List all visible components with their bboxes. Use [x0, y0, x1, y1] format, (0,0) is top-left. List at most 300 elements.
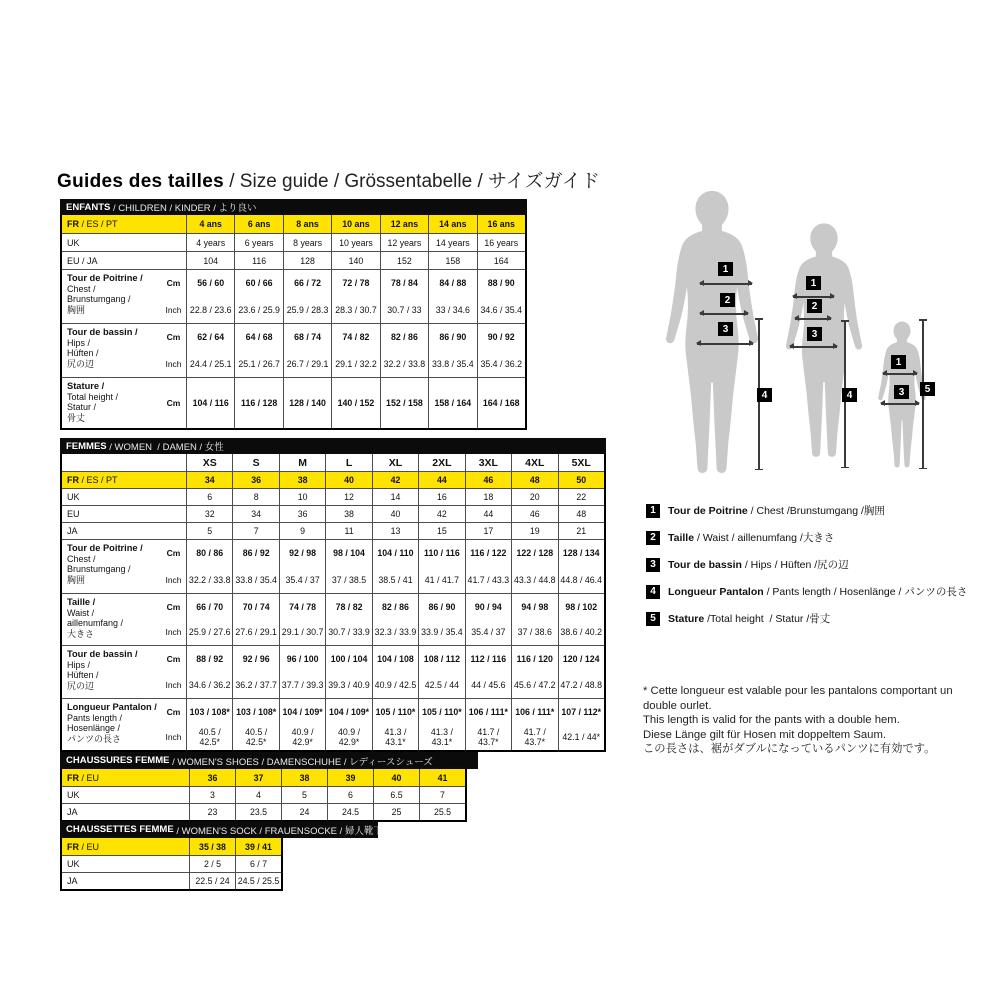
table-cell: 38.5 / 41 — [372, 567, 418, 594]
table-cell: 10 — [279, 489, 325, 505]
block-inch-row — [161, 620, 604, 646]
table-cells — [186, 234, 525, 251]
table-cell: 9 — [279, 523, 325, 539]
table-cell: 6.5 — [373, 787, 419, 803]
table-cell: 41.7 / 43.7* — [465, 725, 511, 751]
table-cell: 13 — [372, 523, 418, 539]
table-cell: 37 / 38.6 — [511, 620, 557, 646]
table-cell: 82 / 86 — [372, 594, 418, 620]
legend-text — [668, 503, 885, 518]
table-cell: 20 — [511, 489, 557, 505]
block-label-line: Tour de Poitrine / — [67, 543, 143, 553]
table-cell: 18 — [465, 489, 511, 505]
table-cell: 40 — [373, 769, 419, 786]
block-label-line: Stature / — [67, 381, 105, 391]
table-cell: 104 / 109* — [279, 699, 325, 725]
table-cell: 45.6 / 47.2 — [511, 672, 557, 698]
shoes-table-header — [60, 752, 478, 769]
pants-length-footnote — [643, 684, 978, 757]
table-cells — [186, 215, 525, 233]
table-cell: 4XL — [511, 454, 557, 471]
woman-silhouette — [776, 207, 872, 475]
children-table-header-strong: ENFANTS — [66, 201, 111, 213]
table-cell: 30.7 / 33.9 — [325, 620, 371, 646]
table-cell: 7 — [419, 787, 465, 803]
socks-table-header — [60, 821, 383, 838]
table-cell: 128 / 134 — [558, 540, 604, 567]
table-cells — [186, 351, 525, 378]
table-cell: 33 / 34.6 — [428, 297, 476, 324]
table-cell: 110 / 116 — [418, 540, 464, 567]
table-cell: 116 / 122 — [465, 540, 511, 567]
table-cell: 41.3 / 43.1* — [418, 725, 464, 751]
row-label: JA — [67, 876, 78, 886]
block-label-line: 尻の辺 — [67, 680, 95, 691]
legend-number-badge: 3 — [646, 558, 660, 572]
woman-hips-measure-line — [790, 346, 837, 348]
table-cell: 12 ans — [380, 215, 428, 233]
child-chest-marker: 1 — [891, 355, 906, 369]
table-cell: 32.2 / 33.8 — [380, 351, 428, 378]
legend-text-strong: Tour de bassin — [668, 559, 742, 571]
table-cell: 158 / 164 — [428, 378, 476, 428]
children-table-header — [60, 199, 527, 215]
table-cell: M — [279, 454, 325, 471]
table-cell: 30.7 / 33 — [380, 297, 428, 324]
row-label: JA — [67, 807, 78, 817]
woman-hips-marker: 3 — [807, 327, 822, 341]
block-label-line: Brunstumgang / — [67, 294, 131, 305]
table-cell: 28.3 / 30.7 — [331, 297, 379, 324]
unit-label-inch: Inch — [165, 732, 182, 743]
unit-label-inch: Inch — [165, 358, 182, 369]
table-cell: 34.6 / 36.2 — [186, 672, 232, 698]
block-cm-row — [161, 378, 525, 428]
table-cell: 27.6 / 29.1 — [232, 620, 278, 646]
table-cell: 19 — [511, 523, 557, 539]
table-cell: 60 / 66 — [234, 270, 282, 297]
legend-item-chest — [646, 503, 967, 518]
table-cell: 21 — [558, 523, 604, 539]
table-cell: 86 / 92 — [232, 540, 278, 567]
block-cm-row — [161, 324, 525, 351]
man-hips-measure-line — [697, 343, 753, 345]
block-label-line: aillenumfang / — [67, 618, 124, 629]
table-cell: 122 / 128 — [511, 540, 557, 567]
legend-text — [668, 557, 849, 572]
block-label — [62, 646, 161, 698]
block-values — [161, 324, 525, 377]
table-cell: 72 / 78 — [331, 270, 379, 297]
table-cells — [186, 454, 604, 471]
table-cell: 104 / 109* — [325, 699, 371, 725]
table-cell: 92 / 96 — [232, 646, 278, 672]
unit-label-inch: Inch — [165, 680, 182, 690]
row-label-rest: / EU — [79, 772, 100, 783]
table-cell: 50 — [558, 472, 604, 488]
women-table-header — [60, 438, 606, 454]
unit-label-cm: Cm — [166, 706, 181, 717]
table-cell: 44.8 / 46.4 — [558, 567, 604, 594]
table-cell: 86 / 90 — [428, 324, 476, 351]
table-row-eu — [62, 505, 604, 522]
table-cell: 116 / 120 — [511, 646, 557, 672]
block-label-line: Hosenlänge / — [67, 723, 121, 734]
block-inch-row — [161, 725, 604, 751]
row-label: EU / JA — [67, 255, 98, 266]
table-cell: 36 — [189, 769, 235, 786]
women-table-header-rest: / WOMEN / DAMEN / 女性 — [106, 442, 224, 453]
legend-text-rest: / Waist / aillenumfang /大きさ — [694, 532, 835, 544]
block-cm-row — [161, 270, 525, 297]
table-cell: 100 / 104 — [325, 646, 371, 672]
table-cell: 62 / 64 — [186, 324, 234, 351]
row-label-rest: / ES / PT — [79, 219, 118, 229]
table-cell: 105 / 110* — [418, 699, 464, 725]
table-cells — [189, 856, 281, 872]
table-cell: 41.7 / 43.7* — [511, 725, 557, 751]
table-cell: 103 / 108* — [232, 699, 278, 725]
table-cell: 33.8 / 35.4 — [428, 351, 476, 378]
table-cell: 40.5 / 42.5* — [186, 725, 232, 751]
table-cell: 40.9 / 42.9* — [279, 725, 325, 751]
block-label-line: Waist / — [67, 607, 95, 618]
unit-label-cm: Cm — [166, 548, 181, 559]
row-label — [62, 769, 189, 786]
unit-label-cm: Cm — [166, 398, 181, 408]
table-cell: 35.4 / 37 — [465, 620, 511, 646]
legend-text-rest: /Total height / Statur /骨丈 — [704, 613, 831, 625]
legend-text-strong: Tour de Poitrine — [668, 505, 748, 517]
table-cells — [186, 699, 604, 725]
table-cell: 22 — [558, 489, 604, 505]
table-row-uk — [62, 233, 525, 251]
row-label-strong: FR — [67, 475, 79, 485]
table-cell: 107 / 112* — [558, 699, 604, 725]
table-cells — [186, 620, 604, 646]
women-socks-table — [60, 821, 383, 891]
table-cell: 25.5 — [419, 804, 465, 820]
legend-item-pants-length — [646, 584, 967, 599]
table-cell: 16 years — [477, 234, 525, 251]
table-cell: 94 / 98 — [511, 594, 557, 620]
legend-item-waist — [646, 530, 967, 545]
man-chest-marker: 1 — [718, 262, 733, 276]
table-cell: 32.2 / 33.8 — [186, 567, 232, 594]
table-cell: 96 / 100 — [279, 646, 325, 672]
shoes-table-header-rest: / WOMEN'S SHOES / DAMENSCHUHE / レディースシューズ — [169, 756, 433, 768]
block-cm-row — [161, 540, 604, 567]
legend-text — [668, 611, 830, 626]
table-cell: 14 ans — [428, 215, 476, 233]
table-cell: 24.5 / 25.5 — [235, 873, 281, 889]
table-cell: 14 — [372, 489, 418, 505]
table-row-fr — [62, 215, 525, 233]
block-cm-row — [161, 594, 604, 620]
table-cell: 39.3 / 40.9 — [325, 672, 371, 698]
table-cell: 140 / 152 — [331, 378, 379, 428]
table-cell: 3 — [189, 787, 235, 803]
table-cells — [189, 787, 465, 803]
table-cell: 16 — [418, 489, 464, 505]
table-cell: 74 / 82 — [331, 324, 379, 351]
table-cell: 25.9 / 27.6 — [186, 620, 232, 646]
table-cell: 104 / 116 — [186, 378, 234, 428]
unit-label-cm: Cm — [166, 278, 181, 289]
table-cell: 64 / 68 — [234, 324, 282, 351]
block-label-line: 尻の辺 — [67, 358, 95, 369]
table-cell: 88 / 92 — [186, 646, 232, 672]
table-cell: 10 ans — [331, 215, 379, 233]
table-row-uk — [62, 855, 281, 872]
table-cells — [186, 472, 604, 488]
table-cell: 88 / 90 — [477, 270, 525, 297]
table-cell: 34.6 / 35.4 — [477, 297, 525, 324]
footnote-line: This length is valid for the pants with a double hem. — [643, 714, 900, 727]
block-inch-row — [161, 351, 525, 378]
table-cell: 5XL — [558, 454, 604, 471]
table-cells — [186, 506, 604, 522]
block-label-line: Hips / — [67, 337, 91, 348]
block-label-line: Total height / — [67, 391, 119, 402]
block-values — [161, 699, 604, 750]
table-cell: 17 — [465, 523, 511, 539]
socks-table-header-rest: / WOMEN'S SOCK / FRAUENSOCKE / 婦人靴下 — [173, 825, 383, 837]
table-cell: 42.5 / 44 — [418, 672, 464, 698]
table-cells — [186, 523, 604, 539]
shoes-table-header-strong: CHAUSSURES FEMME — [66, 755, 170, 766]
table-cell: 84 / 88 — [428, 270, 476, 297]
table-cell: 104 / 110 — [372, 540, 418, 567]
table-cell: 29.1 / 32.2 — [331, 351, 379, 378]
block-label-line: Brunstumgang / — [67, 564, 131, 575]
table-cell: 8 — [232, 489, 278, 505]
table-cell: 24.4 / 25.1 — [186, 351, 234, 378]
table-cell: 48 — [511, 472, 557, 488]
table-cell: 23.5 — [235, 804, 281, 820]
table-cell: 39 / 41 — [235, 838, 281, 855]
table-cell: 8 ans — [283, 215, 331, 233]
women-table-body — [60, 454, 606, 752]
table-cells — [189, 873, 281, 889]
table-cell: 44 / 45.6 — [465, 672, 511, 698]
row-label-empty — [62, 454, 186, 471]
table-cell: 33.9 / 35.4 — [418, 620, 464, 646]
table-cells — [189, 838, 281, 855]
child-hips-measure-line — [881, 403, 919, 405]
block-label-line: Hüften / — [67, 670, 99, 681]
table-cell: 106 / 111* — [465, 699, 511, 725]
table-block-stature — [62, 377, 525, 428]
page-title-main: Guides des tailles — [57, 171, 224, 192]
block-label — [62, 378, 161, 428]
block-label-line: Chest / — [67, 283, 96, 294]
table-cell: 6 ans — [234, 215, 282, 233]
block-label-line: 胸囲 — [67, 574, 86, 585]
block-label — [62, 324, 161, 377]
row-label — [62, 838, 189, 855]
table-cell: 7 — [232, 523, 278, 539]
table-cell: 23 — [189, 804, 235, 820]
row-label: UK — [67, 237, 80, 248]
table-cell: 25 — [373, 804, 419, 820]
table-cell: 14 years — [428, 234, 476, 251]
block-label-line: Statur / — [67, 402, 97, 413]
legend-item-hips — [646, 557, 967, 572]
row-label: UK — [67, 859, 80, 869]
table-cells — [186, 324, 525, 351]
table-cell: 164 — [477, 252, 525, 269]
table-cell: 36 — [279, 506, 325, 522]
block-values — [161, 594, 604, 645]
block-inch-row — [161, 672, 604, 698]
table-cells — [186, 252, 525, 269]
row-label-strong: FR — [67, 772, 79, 783]
table-cells — [189, 769, 465, 786]
table-cell: 4 years — [186, 234, 234, 251]
table-cell: 46 — [511, 506, 557, 522]
table-cell: 98 / 104 — [325, 540, 371, 567]
block-label-line: 大きさ — [67, 628, 95, 639]
table-cell: 38 — [279, 472, 325, 488]
table-cell: 44 — [465, 506, 511, 522]
table-cell: 44 — [418, 472, 464, 488]
table-cell: 164 / 168 — [477, 378, 525, 428]
women-table-header-strong: FEMMES — [66, 440, 107, 452]
block-label — [62, 540, 161, 593]
table-cell: 6 — [327, 787, 373, 803]
legend-item-stature — [646, 611, 967, 626]
table-cell: 90 / 92 — [477, 324, 525, 351]
table-cell: 3XL — [465, 454, 511, 471]
table-cell: 22.8 / 23.6 — [186, 297, 234, 324]
table-cell: 116 — [234, 252, 282, 269]
table-row-uk — [62, 488, 604, 505]
table-cell: XS — [186, 454, 232, 471]
block-values — [161, 540, 604, 593]
table-cell: 36 — [232, 472, 278, 488]
table-cell: 78 / 82 — [325, 594, 371, 620]
table-row-sizes — [62, 454, 604, 471]
table-cell: 25.1 / 26.7 — [234, 351, 282, 378]
table-row-euja — [62, 251, 525, 269]
table-row-ja — [62, 522, 604, 539]
table-cell: 23.6 / 25.9 — [234, 297, 282, 324]
block-inch-row — [161, 567, 604, 594]
table-cell: 128 / 140 — [283, 378, 331, 428]
table-cell: 98 / 102 — [558, 594, 604, 620]
table-cells — [189, 804, 465, 820]
table-cell: 8 years — [283, 234, 331, 251]
table-row-fr — [62, 471, 604, 488]
legend-text-strong: Taille — [668, 532, 695, 544]
legend-number-badge: 2 — [646, 531, 660, 545]
row-label: JA — [67, 526, 78, 536]
table-block-chest — [62, 269, 525, 323]
table-cell: 74 / 78 — [279, 594, 325, 620]
table-cell: 35 / 38 — [189, 838, 235, 855]
row-label: UK — [67, 492, 80, 502]
table-cell: 40.9 / 42.9* — [325, 725, 371, 751]
row-label-rest: / ES / PT — [79, 475, 118, 485]
block-label-line: Tour de Poitrine / — [67, 273, 143, 283]
footnote-line: * Cette longueur est valable pour les pantalons comportant un — [643, 685, 953, 697]
table-cell: 10 years — [331, 234, 379, 251]
table-row-uk — [62, 786, 465, 803]
block-label-line: Taille / — [67, 597, 96, 607]
table-cell: XL — [372, 454, 418, 471]
children-size-table — [60, 199, 527, 430]
table-cell: 32.3 / 33.9 — [372, 620, 418, 646]
footnote-line: この長さは、裾がダブルになっているパンツに有効です。 — [643, 743, 936, 756]
unit-label-inch: Inch — [165, 304, 182, 315]
table-cell: 152 — [380, 252, 428, 269]
block-label-line: Tour de bassin / — [67, 327, 138, 337]
table-cell: 92 / 98 — [279, 540, 325, 567]
legend-text — [668, 584, 967, 599]
socks-table-header-strong: CHAUSSETTES FEMME — [66, 824, 174, 835]
table-cell: 140 — [331, 252, 379, 269]
woman-waist-measure-line — [795, 318, 831, 320]
table-cell: 39 — [327, 769, 373, 786]
footnote-line: double ourlet. — [643, 699, 712, 712]
table-cell: 42 — [372, 472, 418, 488]
row-label-strong: FR — [67, 219, 79, 229]
table-cell: 116 / 128 — [234, 378, 282, 428]
table-row-ja — [62, 803, 465, 820]
table-cell: 12 years — [380, 234, 428, 251]
table-cell: 32 — [186, 506, 232, 522]
table-cell: 68 / 74 — [283, 324, 331, 351]
table-cell: 106 / 111* — [511, 699, 557, 725]
table-cell: 37 — [235, 769, 281, 786]
woman-waist-marker: 2 — [807, 299, 822, 313]
table-row-fr — [62, 838, 281, 855]
legend-text — [668, 530, 834, 545]
man-silhouette — [653, 188, 771, 478]
table-cell: 48 — [558, 506, 604, 522]
block-values — [161, 270, 525, 323]
legend-number-badge: 1 — [646, 504, 660, 518]
table-cells — [186, 540, 604, 567]
block-values — [161, 646, 604, 698]
table-cell: 120 / 124 — [558, 646, 604, 672]
table-cell: 104 / 108 — [372, 646, 418, 672]
block-label — [62, 699, 161, 750]
unit-label-cm: Cm — [166, 654, 181, 664]
page-title-translations: / Size guide / Grössentabelle / サイズガイド — [223, 171, 600, 192]
table-cell: 42 — [418, 506, 464, 522]
man-waist-measure-line — [700, 313, 748, 315]
table-cell: L — [325, 454, 371, 471]
legend-text-rest: / Pants length / Hosenlänge / パンツの長さ — [763, 586, 968, 598]
table-cell: 6 / 7 — [235, 856, 281, 872]
table-cell: 4 — [235, 787, 281, 803]
unit-label-inch: Inch — [165, 574, 182, 585]
table-cell: 152 / 158 — [380, 378, 428, 428]
table-cell: 37.7 / 39.3 — [279, 672, 325, 698]
block-label — [62, 594, 161, 645]
table-cell: 80 / 86 — [186, 540, 232, 567]
table-cells — [186, 567, 604, 594]
child-hips-marker: 3 — [894, 385, 909, 399]
legend-text-strong: Stature — [668, 613, 705, 625]
block-label-line: Tour de bassin / — [67, 649, 138, 659]
child-chest-measure-line — [883, 373, 917, 375]
block-label-line: Chest / — [67, 553, 96, 564]
table-cell: 40.9 / 42.5 — [372, 672, 418, 698]
woman-pants-length-marker: 4 — [842, 388, 857, 402]
